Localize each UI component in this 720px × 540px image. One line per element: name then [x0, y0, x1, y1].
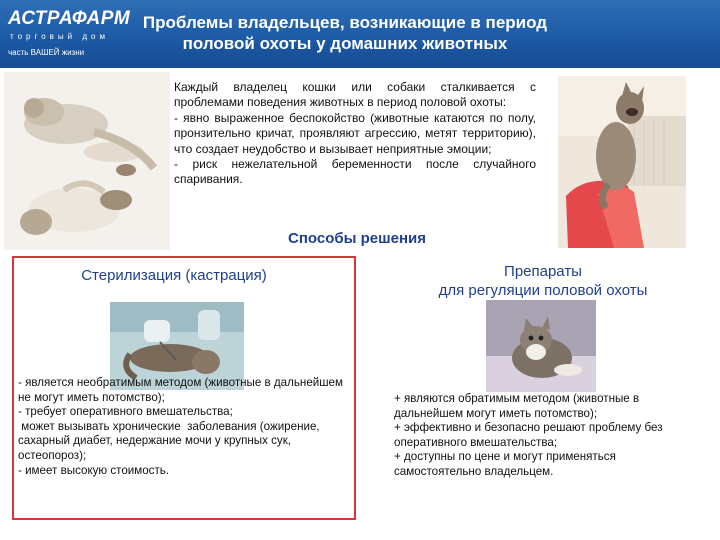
page-title-line-1: Проблемы владельцев, возникающие в период [142, 13, 548, 32]
sterilization-title: Стерилизация (кастрация) [81, 267, 267, 284]
sterilization-item: может вызывать хронические заболевания (ожирение, сахарный диабет, недержание мочи у крупных сук, остеопороз); [18, 419, 323, 462]
preparations-title-line-2: для регуляции половой охоты [438, 282, 648, 299]
intro-bullet-restlessness: - явно выраженное беспокойство (животные катаются по полу, пронзительно кричат, проявляют агрессию, метят территорию), что создает неудобство и вызывает неприятные эмоции; [174, 110, 536, 156]
sterilization-list [18, 376, 348, 478]
intro-bullet-pregnancy-risk: - риск нежелательной беременности после случайного спаривания. [174, 157, 536, 187]
sterilization-panel [12, 256, 356, 520]
logo-name: АСТРАФАРМ [8, 8, 131, 29]
solutions-heading: Способы решения [288, 230, 426, 247]
preparations-item: + являются обратимым методом (животные в дальнейшем могут иметь потомство); [394, 392, 643, 420]
header-banner [0, 0, 720, 68]
photo-watermark: © Softdeals.ru [108, 236, 166, 246]
photo-cats-rolling [4, 72, 170, 250]
sterilization-item: - является необратимым методом (животные в дальнейшем не могут иметь потомство); [18, 376, 347, 404]
sterilization-item: - требует оперативного вмешательства; [18, 405, 233, 419]
preparations-list [394, 392, 694, 480]
preparations-title [390, 262, 696, 300]
preparations-item: + доступны по цене и могут применяться самостоятельно владельцем. [394, 450, 620, 478]
photo-cat-on-chair [558, 76, 686, 248]
logo-subtitle: торговый дом [10, 32, 109, 41]
company-logo[interactable] [6, 8, 131, 60]
sterilization-item: - имеет высокую стоимость. [18, 463, 170, 477]
logo-tagline: часть ВАШЕЙ жизни [8, 48, 85, 57]
preparations-title-line-1: Препараты [504, 263, 582, 280]
intro-paragraph: Каждый владелец кошки или собаки сталкивается с проблемами поведения животных в период половой охоты: [174, 80, 536, 110]
photo-resting-cat [486, 300, 596, 392]
page-title [130, 12, 560, 54]
page-title-line-2: половой охоты у домашних животных [182, 34, 508, 53]
preparations-panel [390, 256, 696, 516]
intro-text [174, 80, 536, 188]
preparations-item: + эффективно и безопасно решают проблему без оперативного вмешательства; [394, 421, 666, 449]
